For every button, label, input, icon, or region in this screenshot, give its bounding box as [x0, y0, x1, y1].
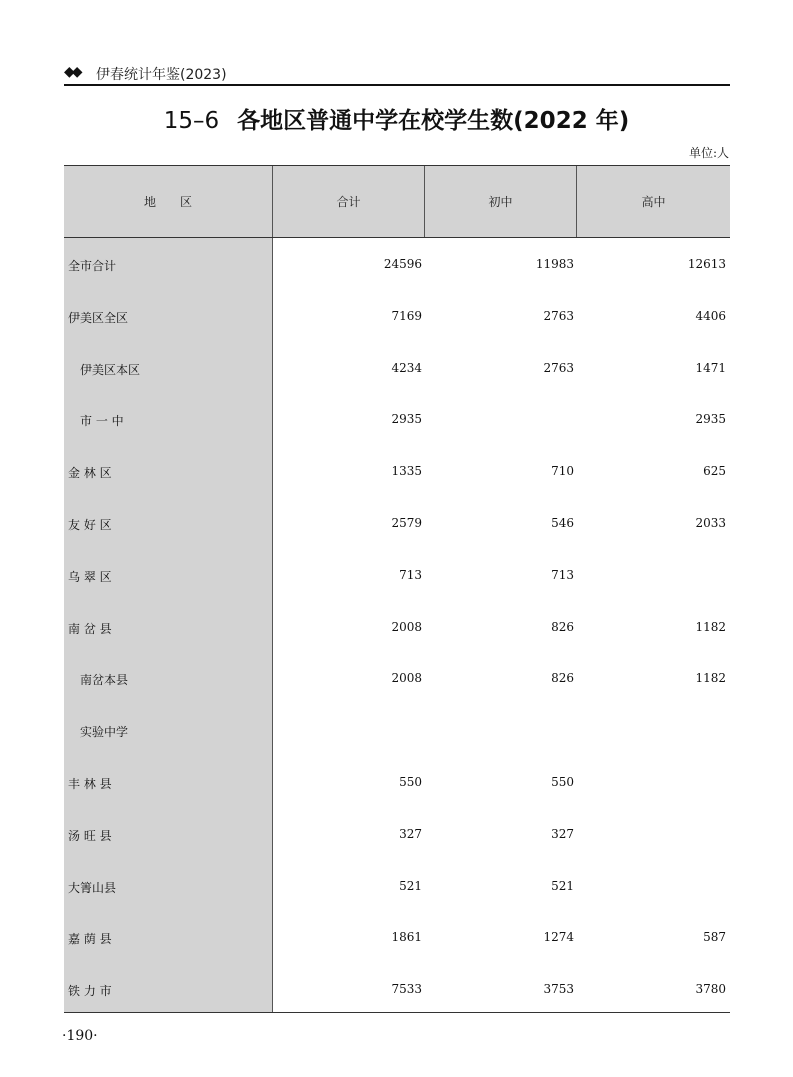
junior-cell: 521	[551, 878, 574, 893]
senior-cell: 587	[703, 930, 726, 945]
table-row	[64, 412, 730, 432]
total-cell: 7533	[391, 982, 422, 997]
total-cell: 521	[399, 878, 422, 893]
region-name-cell: 大箐山县	[68, 880, 117, 895]
region-name-cell: 汤 旺 县	[68, 828, 112, 843]
table-row	[64, 516, 730, 536]
senior-cell: 625	[703, 464, 726, 479]
region-name-cell: 伊美区本区	[80, 362, 141, 377]
junior-cell: 710	[551, 464, 574, 479]
senior-cell: 12613	[687, 257, 726, 271]
total-cell: 7169	[391, 308, 422, 323]
page-title	[0, 102, 793, 135]
header-rule	[64, 84, 730, 86]
table-row	[64, 827, 730, 847]
total-cell: 1861	[391, 930, 422, 945]
junior-cell: 3753	[543, 982, 574, 997]
senior-cell: 2033	[695, 516, 726, 530]
diamond-icon: ◆◆	[64, 64, 80, 80]
senior-cell: 1182	[695, 619, 726, 634]
region-name-cell: 嘉 荫 县	[68, 932, 112, 947]
junior-cell: 826	[551, 619, 574, 634]
table-row	[64, 723, 730, 743]
total-cell: 1335	[391, 464, 422, 479]
region-name-cell: 南岔本县	[80, 673, 129, 688]
table-bottom-rule	[64, 1012, 730, 1013]
region-name-cell: 市 一 中	[80, 414, 124, 429]
column-header-region: 地 区	[143, 195, 192, 209]
table-row	[64, 257, 730, 277]
total-cell: 24596	[383, 257, 422, 271]
table-title: 各地区普通中学在校学生数(2022 年)	[237, 108, 630, 134]
table-row	[64, 879, 730, 899]
book-title: 伊春统计年鉴(2023)	[96, 67, 227, 83]
region-name-cell: 友 好 区	[68, 518, 112, 532]
senior-cell: 4406	[695, 308, 726, 323]
region-name-cell: 实验中学	[80, 725, 129, 740]
table-row	[64, 620, 730, 640]
region-name-cell: 铁 力 市	[68, 984, 112, 999]
senior-cell: 3780	[695, 982, 726, 997]
running-header	[64, 62, 730, 86]
region-name-cell: 全市合计	[68, 259, 117, 273]
senior-cell: 1471	[695, 360, 726, 375]
total-cell: 2008	[391, 671, 422, 686]
junior-cell: 2763	[543, 308, 574, 323]
table-header	[64, 166, 730, 237]
junior-cell: 2763	[543, 360, 574, 375]
table-row	[64, 361, 730, 381]
junior-cell: 713	[551, 567, 574, 582]
unit-label: 单位:人	[688, 146, 729, 160]
junior-cell: 826	[551, 671, 574, 686]
senior-cell: 2935	[695, 412, 726, 427]
table-row	[64, 982, 730, 1002]
junior-cell: 327	[551, 826, 574, 841]
total-cell: 2008	[391, 619, 422, 634]
column-header-total: 合计	[336, 195, 361, 209]
region-name-cell: 丰 林 县	[68, 777, 112, 791]
region-name-cell: 金 林 区	[68, 466, 112, 481]
column-header-junior: 初中	[488, 195, 513, 209]
table-row	[64, 464, 730, 484]
region-name-cell: 乌 翠 区	[68, 569, 112, 584]
table-row	[64, 568, 730, 588]
total-cell: 550	[399, 775, 422, 789]
table-row	[64, 671, 730, 691]
junior-cell: 11983	[535, 257, 574, 271]
table-row	[64, 930, 730, 950]
total-cell: 2935	[391, 412, 422, 427]
junior-cell: 1274	[543, 930, 574, 945]
junior-cell: 546	[551, 516, 574, 530]
table-number: 15–6	[163, 108, 220, 134]
region-name-cell: 南 岔 县	[68, 621, 112, 636]
total-cell: 327	[399, 826, 422, 841]
table-row	[64, 775, 730, 795]
region-name-cell: 伊美区全区	[68, 310, 129, 325]
total-cell: 4234	[391, 360, 422, 375]
junior-cell: 550	[551, 775, 574, 789]
senior-cell: 1182	[695, 671, 726, 686]
total-cell: 2579	[391, 516, 422, 530]
total-cell: 713	[399, 567, 422, 582]
column-header-senior: 高中	[641, 195, 666, 209]
table-row	[64, 309, 730, 329]
page-number: ·190·	[62, 1028, 98, 1044]
